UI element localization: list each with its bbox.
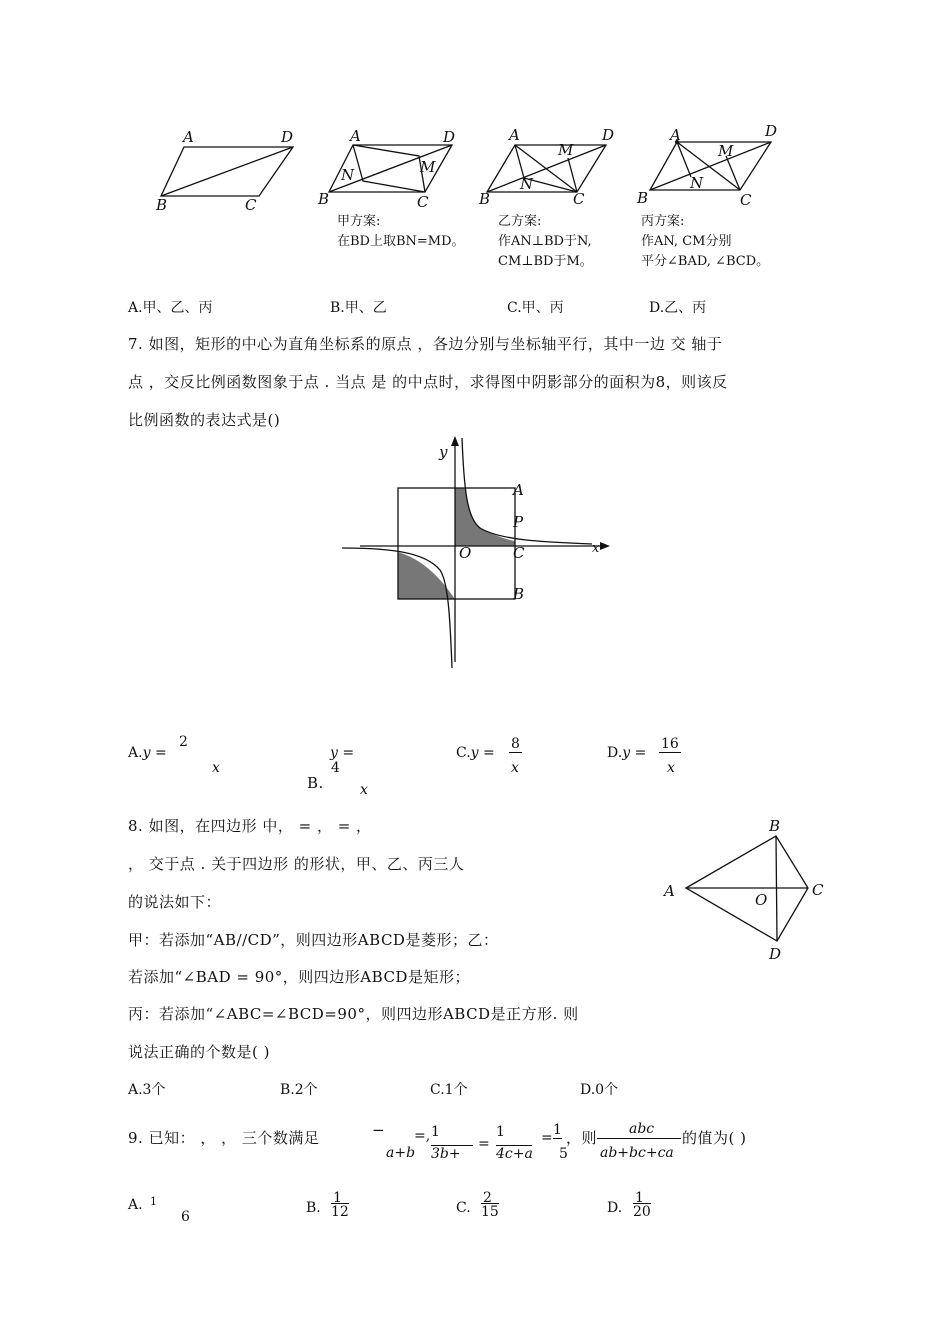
- q8-option-c[interactable]: C.1个: [430, 1082, 468, 1098]
- fig2-label-d: D: [443, 128, 456, 146]
- fig3-label-c: C: [573, 190, 585, 208]
- q8-option-a[interactable]: A.3个: [128, 1082, 166, 1098]
- diagonal-bd: [776, 836, 777, 941]
- q7-option-a[interactable]: A.y =: [128, 745, 167, 761]
- q7-option-d-den: x: [667, 760, 675, 776]
- q8-line-3: 的说法如下：: [128, 893, 222, 911]
- q7-option-a-num: 2: [179, 734, 188, 750]
- q8-line-7: 说法正确的个数是( ): [128, 1043, 270, 1061]
- parallelogram-figure-yi: [487, 145, 606, 192]
- q7-option-b-eq: y =: [330, 745, 355, 761]
- q7-line-2: 点 ，交反比例函数图象于点 . 当点 是 的中点时，求得图中阴影部分的面积为8，则该反: [128, 373, 728, 391]
- q9-option-c-num: 2: [483, 1190, 492, 1206]
- fig1-label-a: A: [183, 128, 194, 146]
- q9-option-d-den: 20: [633, 1204, 651, 1220]
- q8-label-a: A: [664, 882, 675, 900]
- q7-option-c[interactable]: C.y =: [456, 745, 495, 761]
- graph-label-x: x: [592, 541, 600, 556]
- q7-option-b-num: 4: [331, 760, 340, 776]
- q9-option-b-num: 1: [333, 1190, 342, 1206]
- q7-option-b-den: x: [360, 782, 368, 798]
- q8-line-1: 8. 如图，在四边形 中， = ， = ，: [128, 817, 372, 835]
- q9-eq3: =: [541, 1130, 553, 1146]
- graph-label-y: y: [439, 443, 448, 461]
- q6-figures: [140, 120, 810, 220]
- q6-option-b[interactable]: B.甲、乙: [330, 300, 387, 316]
- q9-option-b[interactable]: B.: [306, 1200, 321, 1216]
- fig4-label-b: B: [637, 189, 649, 207]
- q7-line-3: 比例函数的表达式是(): [128, 411, 281, 429]
- q9-f3-den: 4c+a: [496, 1146, 533, 1162]
- q6-option-c[interactable]: C.甲、丙: [507, 300, 564, 316]
- q9-eq1: =,: [414, 1128, 431, 1144]
- q7-line-1: 7. 如图，矩形的中心为直角坐标系的原点 ，各边分别与坐标轴平行，其中一边 交 轴于: [128, 335, 723, 353]
- fig2-label-m: M: [420, 158, 436, 176]
- q8-line-5: 若添加“∠BAD = 90°，则四边形ABCD是矩形；: [128, 968, 470, 986]
- fig2-label-n: N: [341, 166, 355, 184]
- hyperbola-lower: [342, 548, 452, 668]
- fig3-label-b: B: [479, 190, 491, 208]
- q8-label-o: O: [755, 891, 768, 909]
- q8-option-d[interactable]: D.0个: [580, 1082, 619, 1098]
- q7-option-c-den: x: [511, 760, 519, 776]
- q9-option-d-num: 1: [635, 1190, 644, 1206]
- q8-figure: [670, 820, 820, 950]
- q9-prefix: 9. 已知： ， ， 三个数满足: [128, 1129, 320, 1147]
- caption-jia: 甲方案: 在BD上取BN=MD。: [337, 214, 465, 249]
- q9-f5-bar: [597, 1138, 681, 1139]
- q8-line-2: ， 交于点 . 关于四边形 的形状，甲、乙、丙三人: [128, 855, 465, 873]
- q7-option-d-num: 16: [661, 736, 679, 752]
- fig1-label-d: D: [281, 128, 294, 146]
- q9-f3-num: 1: [496, 1124, 505, 1140]
- q9-f1-den: a+b: [386, 1145, 416, 1161]
- q9-option-d[interactable]: D.: [607, 1200, 623, 1216]
- q9-f4-num: 1: [553, 1122, 562, 1138]
- fig4-label-a: A: [670, 126, 681, 144]
- q6-option-d[interactable]: D.乙、丙: [649, 300, 707, 316]
- q7-option-a-den: x: [212, 760, 220, 776]
- q9-then: ，则: [566, 1129, 598, 1147]
- caption-bing: 丙方案: 作AN, CM分别 平分∠BAD, ∠BCD。: [641, 214, 770, 269]
- fig4-label-c: C: [740, 191, 752, 209]
- q8-line-6: 丙：若添加“∠ABC=∠BCD=90°，则四边形ABCD是正方形. 则: [128, 1005, 579, 1023]
- graph-label-a: A: [513, 481, 524, 499]
- q9-option-a[interactable]: A.: [128, 1197, 143, 1213]
- parallelogram-figure-bing: [650, 142, 771, 190]
- fig2-label-c: C: [417, 193, 429, 211]
- q8-label-b: B: [769, 817, 781, 835]
- q7-option-d[interactable]: D.y =: [607, 745, 647, 761]
- q7-option-b[interactable]: B.: [307, 774, 324, 792]
- fig4-label-n: N: [690, 174, 704, 192]
- graph-label-b: B: [513, 585, 525, 603]
- q9-option-a-den: 6: [181, 1209, 190, 1225]
- q9-f2-num: 1: [431, 1124, 440, 1140]
- fig2-label-b: B: [318, 190, 330, 208]
- q6-option-a[interactable]: A.甲、乙、丙: [128, 300, 213, 316]
- q9-f5-den: ab+bc+ca: [600, 1145, 674, 1161]
- fig1-label-c: C: [245, 196, 257, 214]
- fig3-label-d: D: [602, 126, 615, 144]
- q9-f4-den: 5: [559, 1146, 568, 1162]
- q9-option-c-den: 15: [481, 1204, 499, 1220]
- hyperbola-upper: [462, 438, 592, 544]
- fig3-label-n: N: [520, 175, 534, 193]
- fig1-label-b: B: [156, 196, 168, 214]
- fig4-label-d: D: [765, 122, 778, 140]
- q9-option-a-num: 1: [150, 1195, 157, 1208]
- fig3-label-a: A: [509, 126, 520, 144]
- q9-suffix: 的值为( ): [682, 1129, 747, 1147]
- parallelogram-figure-1: [161, 147, 293, 196]
- q7-graph: [330, 430, 620, 675]
- q7-option-c-num: 8: [511, 736, 520, 752]
- fig3-label-m: M: [558, 141, 574, 159]
- graph-label-p: P: [513, 513, 524, 531]
- graph-label-c: C: [513, 544, 525, 562]
- q9-minus: −: [372, 1121, 386, 1139]
- q9-f5-num: abc: [629, 1121, 655, 1137]
- q9-f2-den: 3b+: [431, 1145, 473, 1162]
- q9-option-c[interactable]: C.: [456, 1200, 471, 1216]
- fig2-label-a: A: [350, 127, 361, 145]
- q8-label-c: C: [812, 881, 824, 899]
- graph-label-o: O: [459, 544, 472, 562]
- q9-option-b-den: 12: [331, 1204, 349, 1220]
- q8-line-4: 甲：若添加“AB//CD”，则四边形ABCD是菱形；乙：: [128, 931, 499, 949]
- caption-yi: 乙方案: 作AN⊥BD于N, CM⊥BD于M。: [498, 214, 593, 269]
- q9-eq2: =: [478, 1136, 490, 1152]
- fig4-label-m: M: [718, 142, 734, 160]
- q8-label-d: D: [769, 945, 782, 963]
- q8-option-b[interactable]: B.2个: [280, 1082, 318, 1098]
